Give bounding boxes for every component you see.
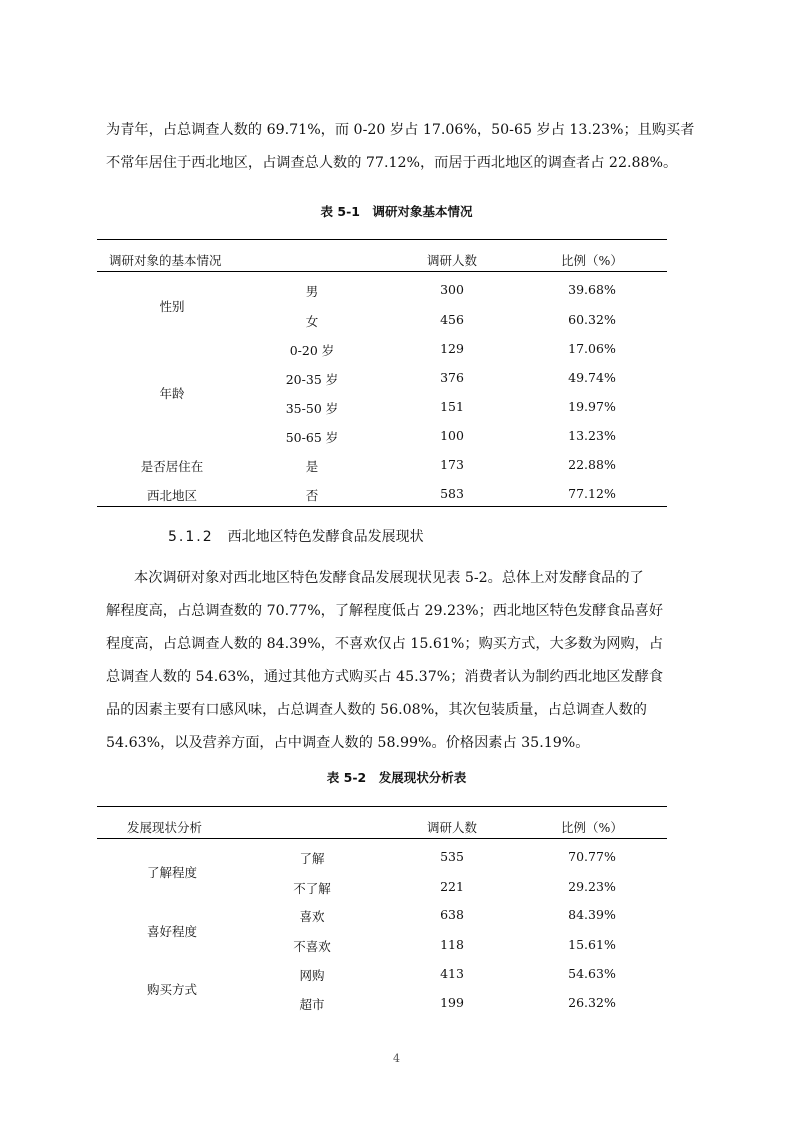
count-value: 535 — [440, 849, 464, 864]
count-value: 456 — [440, 312, 464, 327]
sub-category: 0-20 岁 — [289, 343, 335, 358]
ratio-value: 19.97% — [568, 399, 616, 414]
sub-category: 女 — [305, 314, 319, 329]
paragraph-line: 品的因素主要有口感风味，占总调查人数的 56.08%，其次包装质量，占总调查人数的 — [106, 702, 647, 718]
count-value: 100 — [440, 428, 464, 443]
group-label: 西北地区 — [146, 488, 197, 503]
sub-category: 不喜欢 — [293, 939, 331, 954]
group-label: 购买方式 — [146, 982, 197, 997]
ratio-value: 39.68% — [568, 282, 616, 297]
section-title: 西北地区特色发酵食品发展现状 — [227, 529, 424, 545]
group-label: 性别 — [159, 299, 185, 314]
section-heading — [168, 526, 424, 546]
group-label: 喜好程度 — [146, 924, 197, 939]
table-bottom-rule — [97, 506, 667, 507]
column-header-count: 调研人数 — [426, 820, 477, 835]
column-header-ratio: 比例（%） — [561, 253, 623, 268]
paragraph-line: 程度高，占总调查人数的 84.39%，不喜欢仅占 15.61%；购买方式，大多数为网购，占 — [106, 636, 664, 652]
paragraph-line: 总调查人数的 54.63%，通过其他方式购买占 45.37%；消费者认为制约西北地区发酵食 — [106, 669, 664, 685]
count-value: 413 — [440, 966, 464, 981]
sub-category: 网购 — [299, 968, 325, 983]
column-header-ratio: 比例（%） — [561, 820, 623, 835]
body-paragraph — [106, 562, 696, 760]
ratio-value: 17.06% — [568, 341, 616, 356]
column-header-category: 调研对象的基本情况 — [109, 253, 222, 268]
ratio-value: 84.39% — [568, 907, 616, 922]
paragraph-line: 为青年，占总调查人数的 69.71%，而 0-20 岁占 17.06%，50-65 岁占 13.23%；且购买者 — [106, 122, 695, 138]
count-value: 638 — [440, 907, 464, 922]
count-value: 129 — [440, 341, 464, 356]
header-rule — [97, 838, 667, 839]
sub-category: 男 — [305, 284, 319, 299]
count-value: 118 — [440, 937, 464, 952]
ratio-value: 54.63% — [568, 966, 616, 981]
ratio-value: 13.23% — [568, 428, 616, 443]
paragraph-line: 54.63%，以及营养方面，占中调查人数的 58.99%。价格因素占 35.19%。 — [106, 735, 590, 751]
table-top-rule — [97, 806, 667, 807]
page-number: 4 — [393, 1052, 400, 1065]
sub-category: 不了解 — [293, 881, 331, 896]
group-label: 是否居住在 — [140, 459, 204, 474]
sub-category: 35-50 岁 — [285, 401, 339, 416]
table-top-rule — [97, 239, 667, 240]
sub-category: 否 — [305, 488, 319, 503]
sub-category: 了解 — [299, 851, 325, 866]
count-value: 583 — [440, 486, 464, 501]
intro-paragraph — [106, 114, 696, 180]
count-value: 221 — [440, 879, 464, 894]
count-value: 151 — [440, 399, 464, 414]
table-development-status — [97, 806, 667, 1016]
column-header-category: 发展现状分析 — [127, 820, 203, 835]
sub-category: 50-65 岁 — [285, 430, 339, 445]
paragraph-line: 不常年居住于西北地区，占调查总人数的 77.12%，而居于西北地区的调查者占 22.88%。 — [106, 155, 678, 171]
ratio-value: 77.12% — [568, 486, 616, 501]
paragraph-line: 解程度高，占总调查数的 70.77%，了解程度低占 29.23%；西北地区特色发酵食品喜好 — [106, 603, 664, 619]
ratio-value: 49.74% — [568, 370, 616, 385]
group-label: 年龄 — [159, 386, 185, 401]
section-number: 5.1.2 — [168, 529, 214, 545]
table-caption: 表 5-1 调研对象基本情况 — [320, 204, 473, 219]
header-rule — [97, 271, 667, 272]
sub-category: 超市 — [299, 997, 325, 1012]
sub-category: 是 — [305, 459, 319, 474]
sub-category: 喜欢 — [299, 909, 325, 924]
count-value: 300 — [440, 282, 464, 297]
sub-category: 20-35 岁 — [285, 372, 339, 387]
paragraph-line: 本次调研对象对西北地区特色发酵食品发展现状见表 5-2。总体上对发酵食品的了 — [134, 570, 644, 586]
table-caption: 表 5-2 发展现状分析表 — [326, 770, 467, 785]
ratio-value: 15.61% — [568, 937, 616, 952]
ratio-value: 60.32% — [568, 312, 616, 327]
count-value: 199 — [440, 995, 464, 1010]
ratio-value: 26.32% — [568, 995, 616, 1010]
column-header-count: 调研人数 — [426, 253, 477, 268]
table-respondent-profile — [97, 239, 667, 509]
group-label: 了解程度 — [146, 865, 197, 880]
count-value: 376 — [440, 370, 464, 385]
count-value: 173 — [440, 457, 464, 472]
ratio-value: 22.88% — [568, 457, 616, 472]
ratio-value: 29.23% — [568, 879, 616, 894]
ratio-value: 70.77% — [568, 849, 616, 864]
